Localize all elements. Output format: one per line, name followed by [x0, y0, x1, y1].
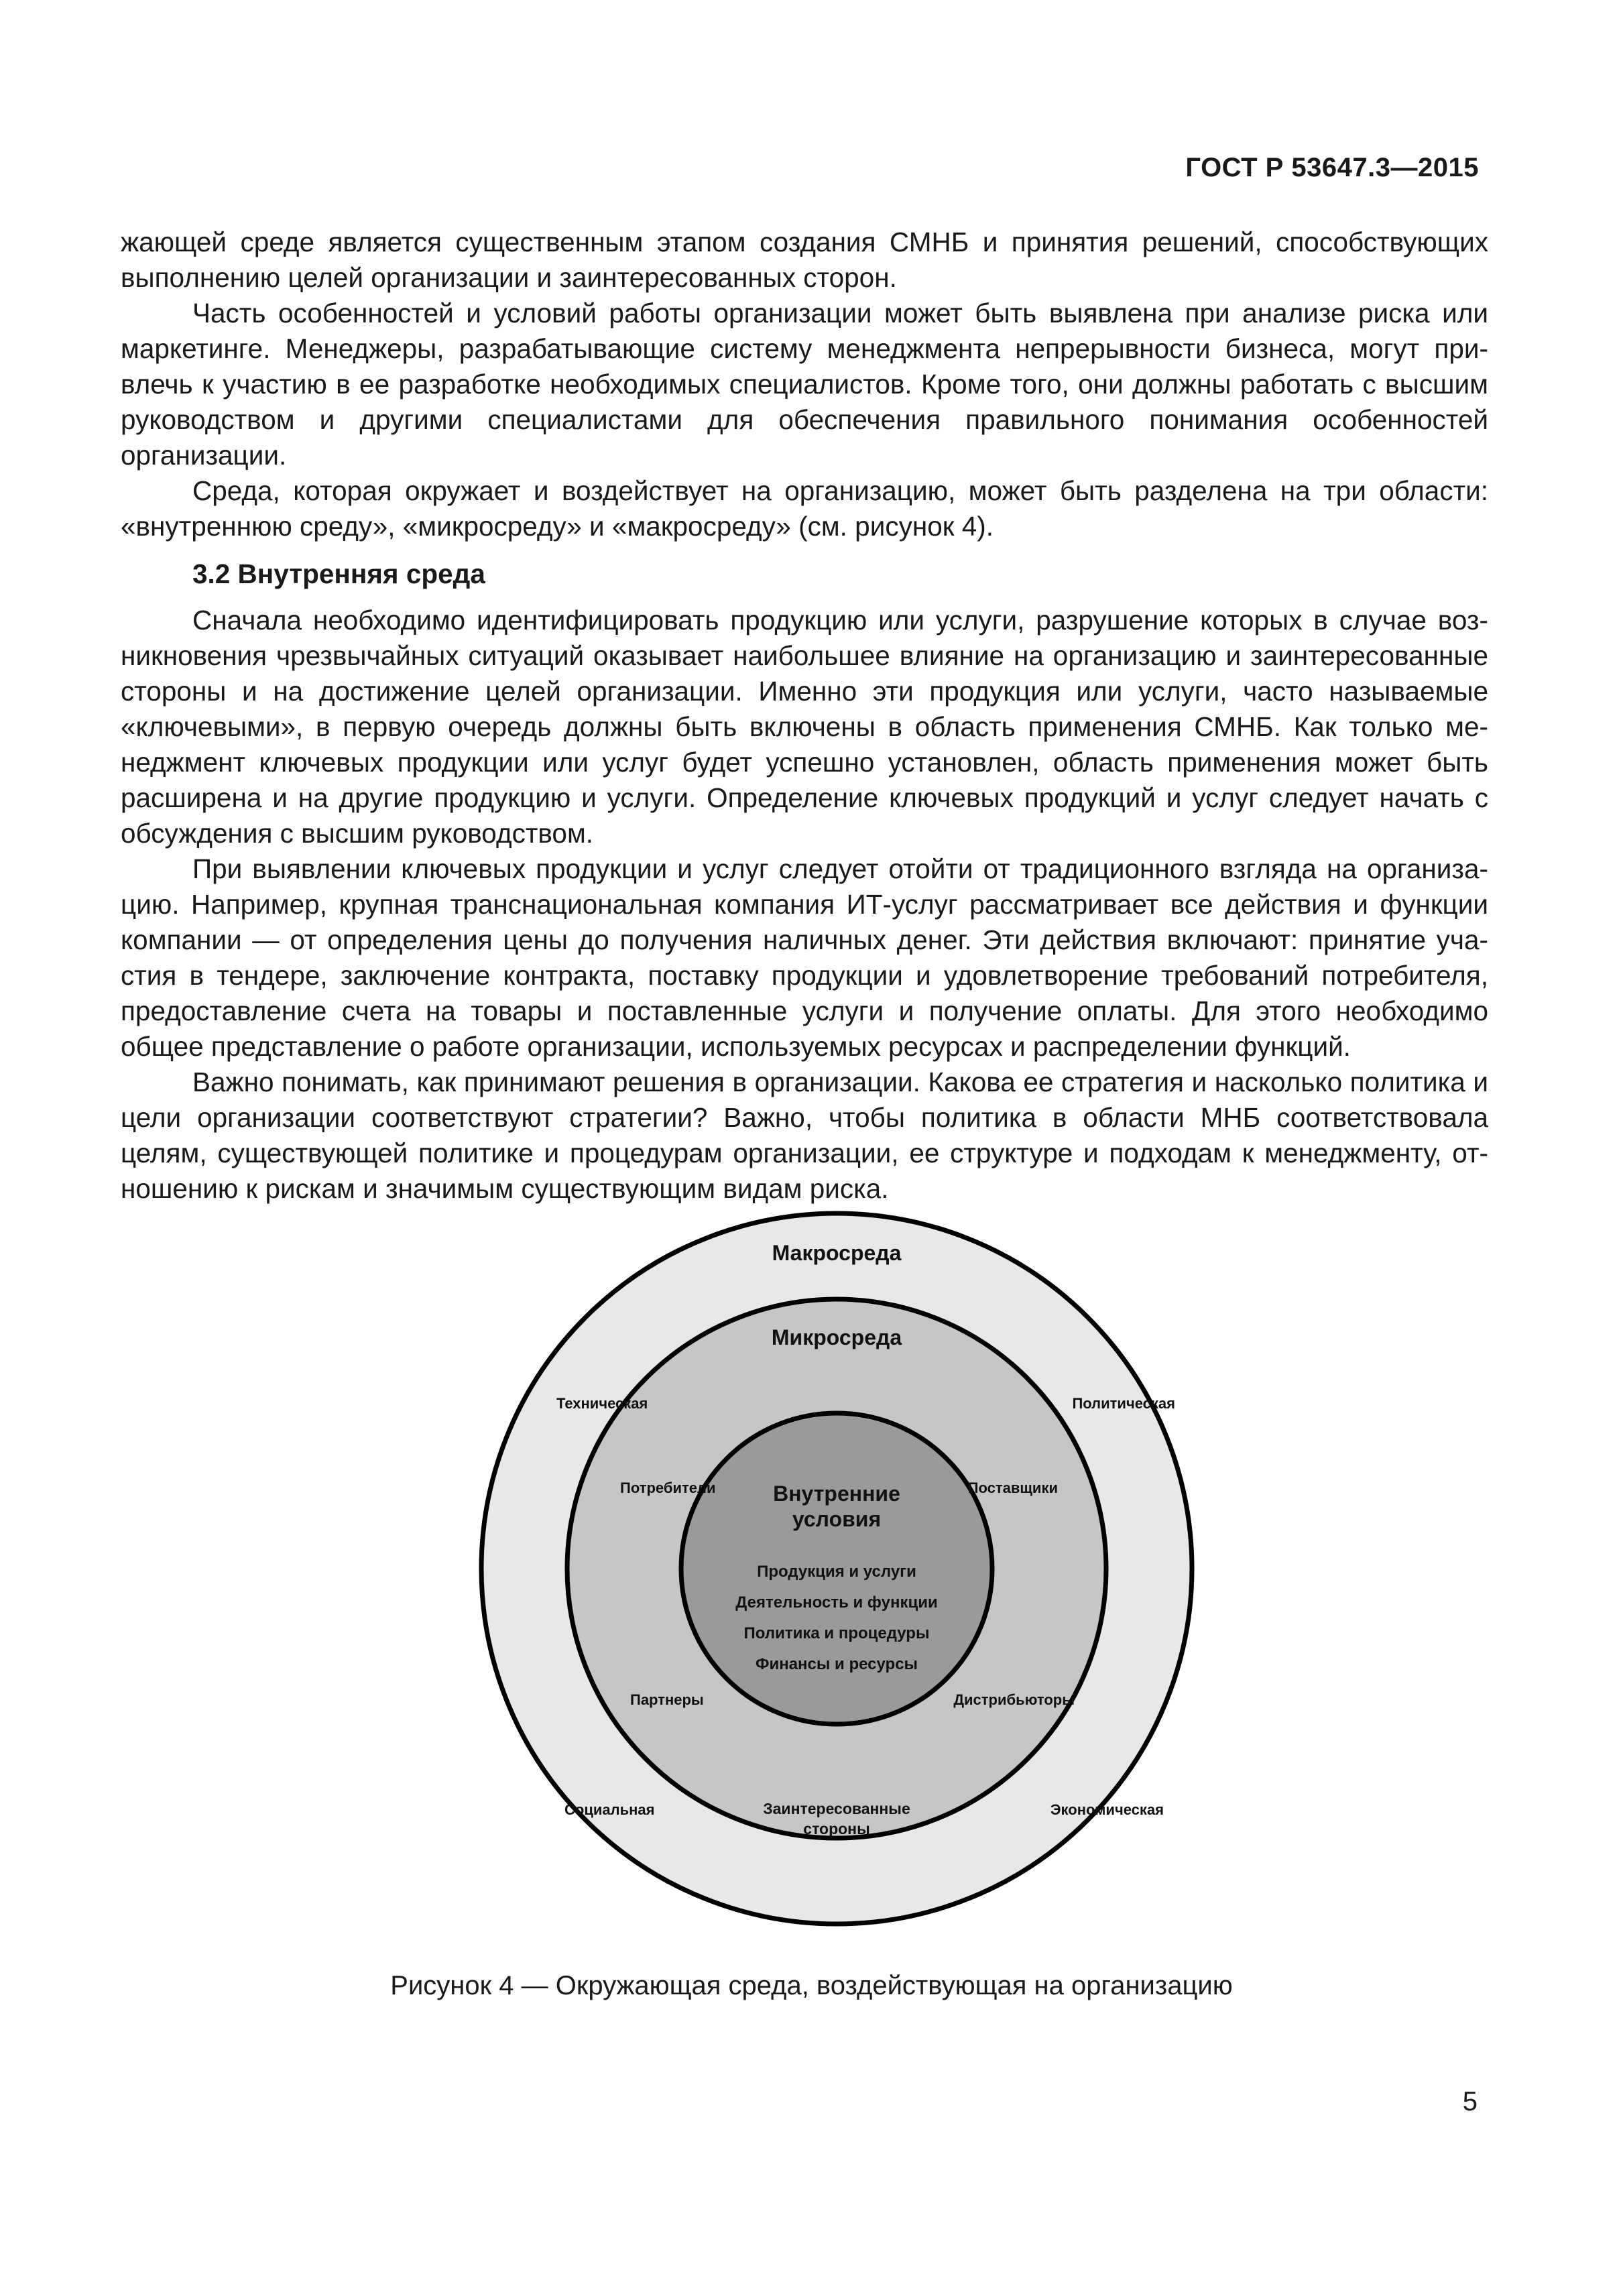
document-header: ГОСТ Р 53647.3—2015	[1185, 153, 1479, 182]
paragraph-5: При выявлении ключевых продукции и услуг следует отойти от традиционного взгляда на организацию. Например, крупная транснациональная компания ИТ-услуг рассматривает все действия и функции компании — от определения цены до получения наличных денег. Эти действия включают: принятие участия в тендере, заключение контракта, поставку продукции и удовлетворение требований потребителя, предоставление счета на товары и поставленные услуги и получение оплаты. Для этого необходимо общее представление о работе организации, используемых ресурсах и распределении функций.	[121, 853, 1488, 1062]
micro-label-stakeholders-2: стороны	[803, 1820, 870, 1837]
figure-caption: Рисунок 4 — Окружающая среда, воздействующая на организацию	[390, 1971, 1233, 2000]
page-number: 5	[1462, 2087, 1478, 2116]
environment-diagram	[475, 1207, 1199, 1931]
inner-item: Деятельность и функции	[735, 1593, 938, 1612]
macro-label-technical: Техническая	[556, 1395, 648, 1412]
paragraph-1: жающей среде является существенным этапом создания СМНБ и принятия решений, способствующих выполнению целей организации и заинтересованных сторон.	[121, 227, 1488, 293]
micro-label-consumers: Потребители	[620, 1479, 716, 1496]
macro-label-economic: Экономическая	[1050, 1801, 1164, 1818]
micro-title: Микросреда	[771, 1325, 902, 1349]
macro-title: Макросреда	[772, 1241, 902, 1265]
section-title: 3.2 Внутренняя среда	[192, 558, 485, 589]
inner-item: Продукция и услуги	[757, 1563, 916, 1581]
paragraph-2: Часть особенностей и условий работы организации может быть выявлена при анализе риска или маркетинге. Менеджеры, разрабатывающие систему менеджмента непрерывности бизнеса, могут привлечь к участию в ее разработке необходимых специалистов. Кроме того, они должны работать с высшим руководством и другими специалистами для обеспечения правильного понимания особенностей организации.	[121, 298, 1488, 471]
micro-label-distributors: Дистрибьюторы	[953, 1691, 1075, 1708]
macro-label-political: Политическая	[1072, 1395, 1175, 1412]
micro-label-suppliers: Поставщики	[967, 1479, 1058, 1496]
inner-title-2: условия	[792, 1507, 882, 1531]
paragraph-6: Важно понимать, как принимают решения в организации. Какова ее стратегия и насколько политика и цели организации соответствуют стратегии? Важно, чтобы политика в области МНБ соответствовала целям, существующей политике и процедурам организации, ее структуре и подходам к менеджменту, отношению к рискам и значимым существующим видам риска.	[121, 1067, 1488, 1204]
micro-label-stakeholders-1: Заинтересованные	[763, 1800, 910, 1817]
inner-item: Финансы и ресурсы	[755, 1655, 918, 1673]
inner-item: Политика и процедуры	[743, 1624, 930, 1642]
paragraph-4: Сначала необходимо идентифицировать продукцию или услуги, разрушение которых в случае возникновения чрезвычайных ситуаций оказывает наибольшее влияние на организацию и заинтересованные стороны и на достижение целей организации. Именно эти продукция или услуги, часто называемые «ключевыми», в первую очередь должны быть включены в область применения СМНБ. Как только менеджмент ключевых продукции или услуг будет успешно установлен, область применения может быть расширена и на другие продукцию и услуги. Определение ключевых продукций и услуг следует начать с обсуждения с высшим руководством.	[121, 605, 1488, 849]
macro-label-social: Социальная	[564, 1801, 655, 1818]
micro-label-partners: Партнеры	[630, 1691, 704, 1708]
paragraph-3: Среда, которая окружает и воздействует на организацию, может быть разделена на три области: «внутреннюю среду», «микросреду» и «макросреду» (см. рисунок 4).	[121, 475, 1488, 542]
body-text	[121, 225, 1488, 1207]
inner-title-1: Внутренние	[773, 1482, 900, 1506]
